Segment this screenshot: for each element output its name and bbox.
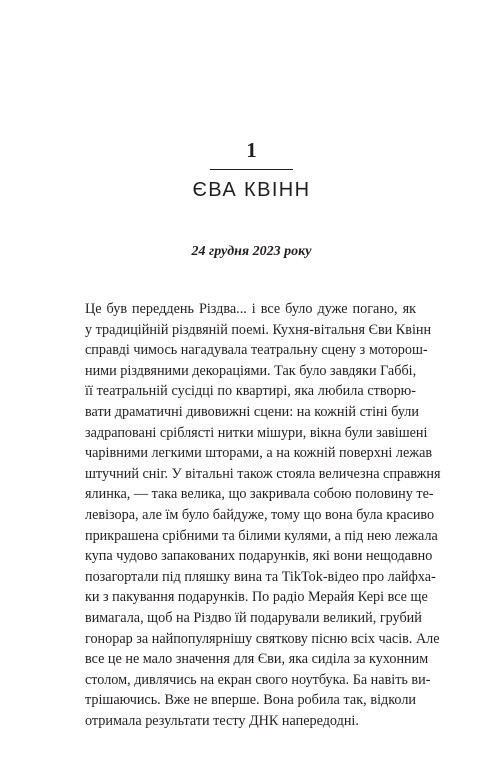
text-line: у традиційній різдвяній поемі. Кухня-вітальня Єви Квінн: [85, 321, 432, 338]
text-line: справді чимось нагадувала театральну сцену з моторош-: [85, 342, 428, 359]
text-line: вати драматичні дивовижні сцени: на кожній стіні були: [85, 403, 419, 420]
text-line: столом, дивлячись на екран свого ноутбука. Ба навіть ви-: [85, 671, 431, 688]
text-line: ними різдвяними декораціями. Так було завдяки Габбі,: [85, 362, 417, 379]
text-line: левізора, але їм було байдуже, тому що вона була красиво: [85, 506, 435, 523]
text-line: вимагала, щоб на Різдво їй подарували великий, грубий: [85, 609, 422, 626]
body-paragraph: [85, 299, 441, 731]
text-line: гонорар за найпопулярнішу святкову пісню всіх часів. Але: [85, 630, 440, 647]
text-line: позагортали під пляшку вина та TikTok-відео про лайфха-: [85, 568, 436, 585]
text-line: задраповані сріблясті нитки мішури, вікна були завішені: [85, 424, 428, 441]
text-line: Це був переддень Різдва... і все було дуже погано, як: [85, 301, 416, 317]
chapter-divider: [210, 169, 293, 170]
text-line: чарівними легкими шторами, а на кожній поверхні лежав: [85, 445, 433, 462]
chapter-title: ЄВА КВІНН: [192, 179, 311, 201]
text-line: штучний сніг. У вітальні також стояла величезна справжня: [85, 465, 441, 482]
text-line: купа чудово запакованих подарунків, які вони нещодавно: [85, 548, 433, 565]
text-line: трішаючись. Вже не вперше. Вона робила так, відколи: [85, 692, 416, 709]
text-line: її театральній сусідці по квартирі, яка любила створю-: [85, 383, 416, 400]
text-line: ялинка, — така велика, що закривала собою половину те-: [85, 486, 434, 503]
chapter-date: 24 грудня 2023 року: [191, 244, 312, 259]
text-line: ки з пакування подарунків. По радіо Мерайя Кері все ще: [85, 589, 428, 606]
text-line: отримала результати тесту ДНК напередодні.: [85, 712, 359, 729]
text-line: прикрашена срібними та білими кулями, а під нею лежала: [85, 527, 438, 544]
chapter-number: 1: [246, 138, 257, 162]
text-line: все це не мало значення для Єви, яка сиділа за кухонним: [85, 651, 429, 668]
